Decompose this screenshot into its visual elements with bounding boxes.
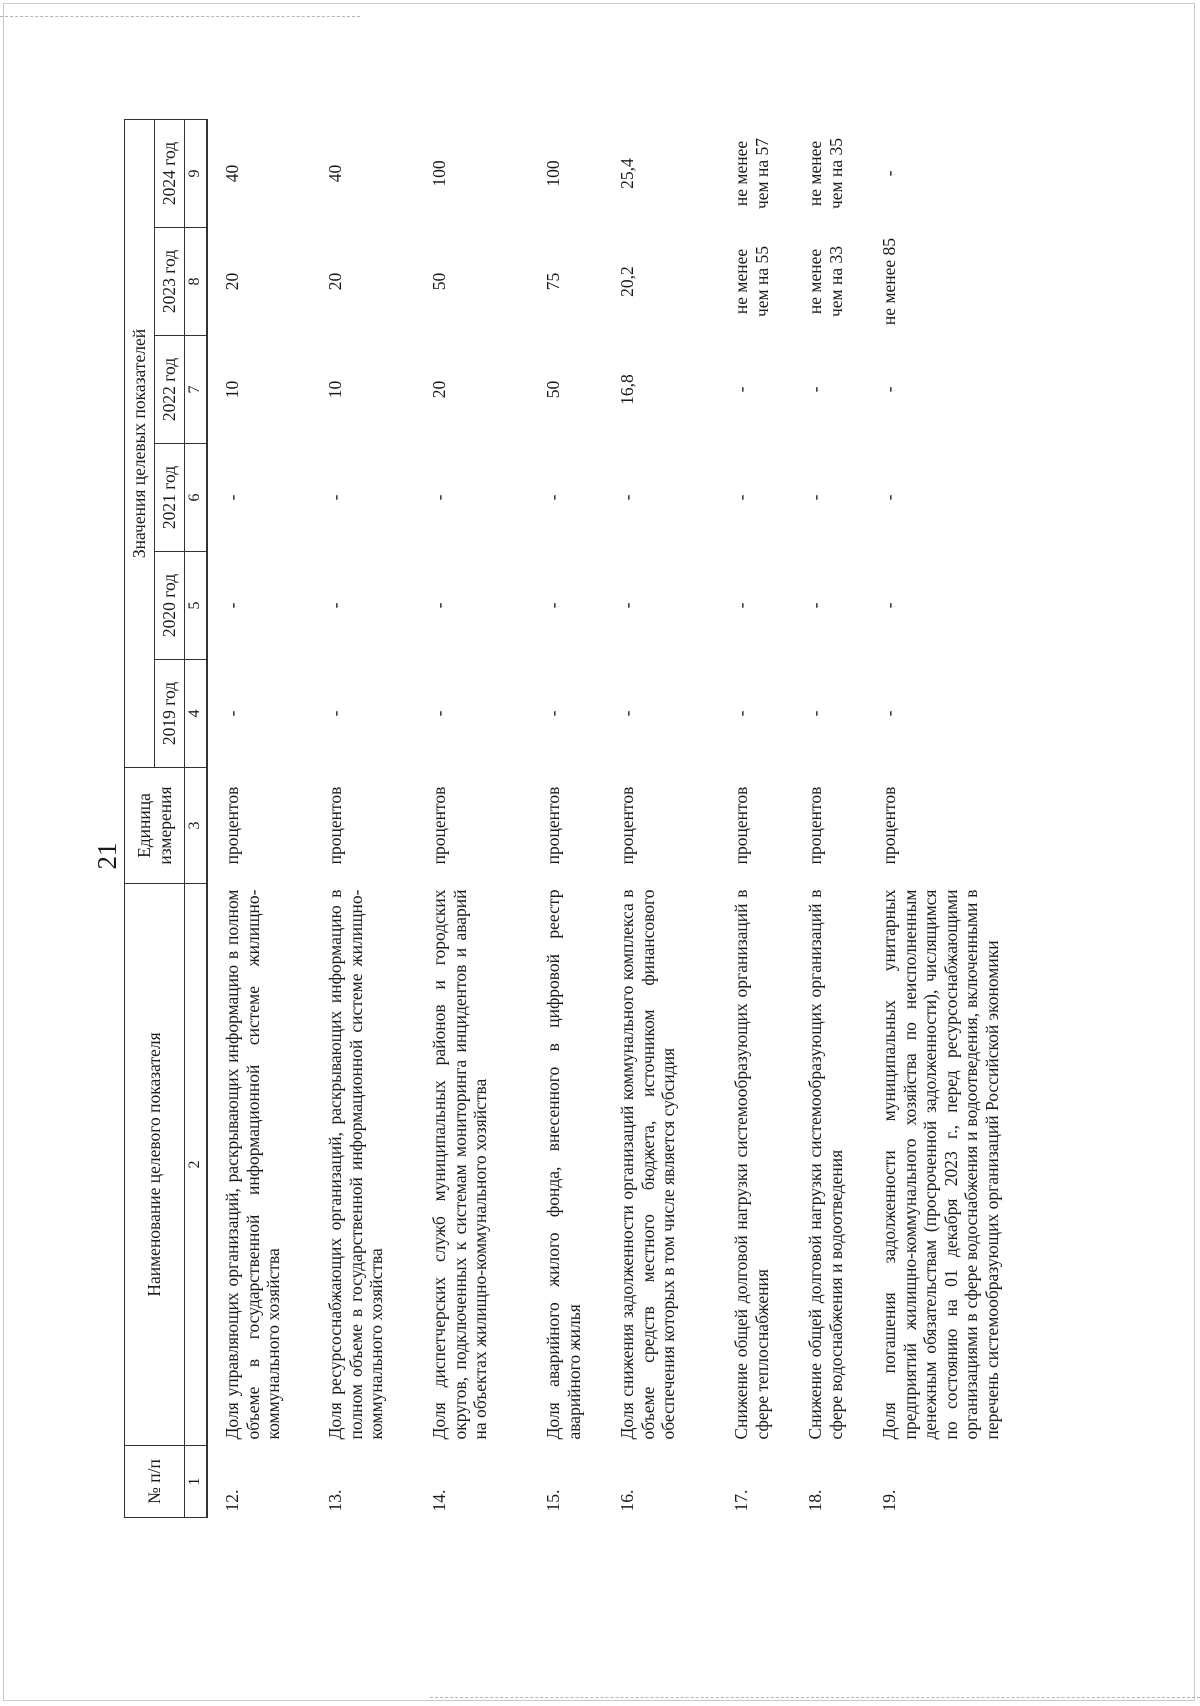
value-2020: -	[804, 602, 825, 609]
header-year: 2024 год	[155, 120, 185, 228]
column-number: 7	[185, 336, 207, 444]
column-number: 3	[185, 768, 207, 884]
header-year: 2019 год	[155, 660, 185, 768]
value-2019: -	[542, 710, 563, 717]
column-number: 4	[185, 660, 207, 768]
value-2021: -	[730, 494, 751, 501]
value-2022: 50	[542, 380, 563, 399]
value-2024: 100	[428, 160, 449, 187]
unit-cell: процентов	[616, 786, 637, 865]
value-2023: 75	[542, 272, 563, 291]
header-num: № п/п	[125, 1446, 185, 1518]
unit-cell: процентов	[804, 786, 825, 865]
table-row	[865, 120, 1031, 1518]
page-number: 21	[92, 842, 122, 870]
value-2022: -	[804, 386, 825, 393]
value-2019: -	[616, 710, 637, 717]
row-number: 12.	[221, 1489, 242, 1512]
column-number: 6	[185, 444, 207, 552]
indicator-name: Снижение общей долговой нагрузки системообразующих организаций в сфере водоснабжения и водоотведения	[804, 889, 846, 1440]
value-2021: -	[804, 494, 825, 501]
value-2024: 100	[542, 160, 563, 187]
value-2024: -	[878, 170, 899, 177]
column-number: 2	[185, 884, 207, 1446]
value-2023: не менее 85	[878, 237, 899, 326]
value-2022: -	[878, 386, 899, 393]
column-number: 5	[185, 552, 207, 660]
header-year: 2023 год	[155, 228, 185, 336]
value-2021: -	[221, 494, 242, 501]
value-2020: -	[730, 602, 751, 609]
header-values-group: Значения целевых показателей	[125, 120, 155, 768]
value-2021: -	[428, 494, 449, 501]
value-2020: -	[428, 602, 449, 609]
value-2022: 10	[221, 380, 242, 399]
row-number: 14.	[428, 1489, 449, 1512]
indicator-name: Доля снижения задолженности организаций коммунального комплекса в объеме средств местного бюджета, источником финансового обеспечения которых в том числе является субсидия	[616, 889, 679, 1440]
value-2024: не менее чем на 35	[804, 137, 846, 210]
row-number: 19.	[878, 1489, 899, 1512]
table-row	[717, 120, 791, 1518]
header-year: 2021 год	[155, 444, 185, 552]
indicator-name: Доля диспетчерских служб муниципальных районов и городских округов, подключенных к системам мониторинга инцидентов и аварий на объектах жилищно-коммунального хозяйства	[428, 889, 491, 1440]
value-2019: -	[221, 710, 242, 717]
value-2019: -	[878, 710, 899, 717]
value-2021: -	[542, 494, 563, 501]
table-row	[415, 120, 529, 1518]
value-2021: -	[324, 494, 345, 501]
row-number: 18.	[804, 1489, 825, 1512]
row-number: 17.	[730, 1489, 751, 1512]
unit-cell: процентов	[428, 786, 449, 865]
indicator-name: Доля ресурсоснабжающих организаций, раскрывающих информацию в полном объеме в государственной информационной системе жилищно-коммунального хозяйства	[324, 889, 387, 1440]
value-2022: 20	[428, 380, 449, 399]
value-2020: -	[324, 602, 345, 609]
unit-cell: процентов	[542, 786, 563, 865]
value-2021: -	[878, 494, 899, 501]
unit-cell: процентов	[730, 786, 751, 865]
value-2020: -	[221, 602, 242, 609]
value-2023: 20	[221, 272, 242, 291]
value-2022: 16,8	[616, 374, 637, 405]
table-row	[529, 120, 603, 1518]
table-row	[603, 120, 717, 1518]
value-2024: 40	[324, 164, 345, 183]
value-2022: -	[730, 386, 751, 393]
target-indicators-table	[124, 119, 1031, 1518]
value-2023: 50	[428, 272, 449, 291]
value-2022: 10	[324, 380, 345, 399]
unit-cell: процентов	[324, 786, 345, 865]
value-2019: -	[324, 710, 345, 717]
indicator-name: Доля аварийного жилого фонда, внесенного в цифровой реестр аварийного жилья	[542, 889, 584, 1440]
value-2019: -	[730, 710, 751, 717]
column-number: 9	[185, 120, 207, 228]
indicator-name: Доля погашения задолженности муниципальных унитарных предприятий жилищно-коммунального хозяйства по неисполненным денежным обязательствам (просроченной задолженности), числящимся по состоянию на 01 декабря 2023 г., перед ресурсоснабжающими организациями в сфере водоснабжения и водоотведения, включенными в перечень системообразующих организаций Российской экономики	[878, 889, 1003, 1440]
row-number: 15.	[542, 1489, 563, 1512]
value-2020: -	[616, 602, 637, 609]
unit-cell: процентов	[221, 786, 242, 865]
header-unit: Единица измерения	[125, 768, 185, 884]
value-2024: 40	[221, 164, 242, 183]
header-year: 2020 год	[155, 552, 185, 660]
indicator-name: Снижение общей долговой нагрузки системообразующих организаций в сфере теплоснабжения	[730, 889, 772, 1440]
indicator-name: Доля управляющих организаций, раскрывающих информацию в полном объеме в государственной информационной системе жилищно-коммунального хозяйства	[221, 889, 284, 1440]
column-number: 8	[185, 228, 207, 336]
row-number: 16.	[616, 1489, 637, 1512]
table-row	[311, 120, 415, 1518]
value-2021: -	[616, 494, 637, 501]
table-row	[207, 120, 311, 1518]
value-2024: не менее чем на 57	[730, 137, 772, 210]
value-2024: 25,4	[616, 158, 637, 189]
value-2020: -	[542, 602, 563, 609]
value-2019: -	[428, 710, 449, 717]
header-name: Наименование целевого показателя	[125, 884, 185, 1446]
row-number: 13.	[324, 1489, 345, 1512]
value-2020: -	[878, 602, 899, 609]
value-2023: не менее чем на 55	[730, 245, 772, 318]
table-row	[791, 120, 865, 1518]
value-2023: не менее чем на 33	[804, 245, 846, 318]
header-year: 2022 год	[155, 336, 185, 444]
unit-cell: процентов	[878, 786, 899, 865]
value-2023: 20	[324, 272, 345, 291]
column-number: 1	[185, 1446, 207, 1518]
value-2019: -	[804, 710, 825, 717]
value-2023: 20,2	[616, 266, 637, 297]
